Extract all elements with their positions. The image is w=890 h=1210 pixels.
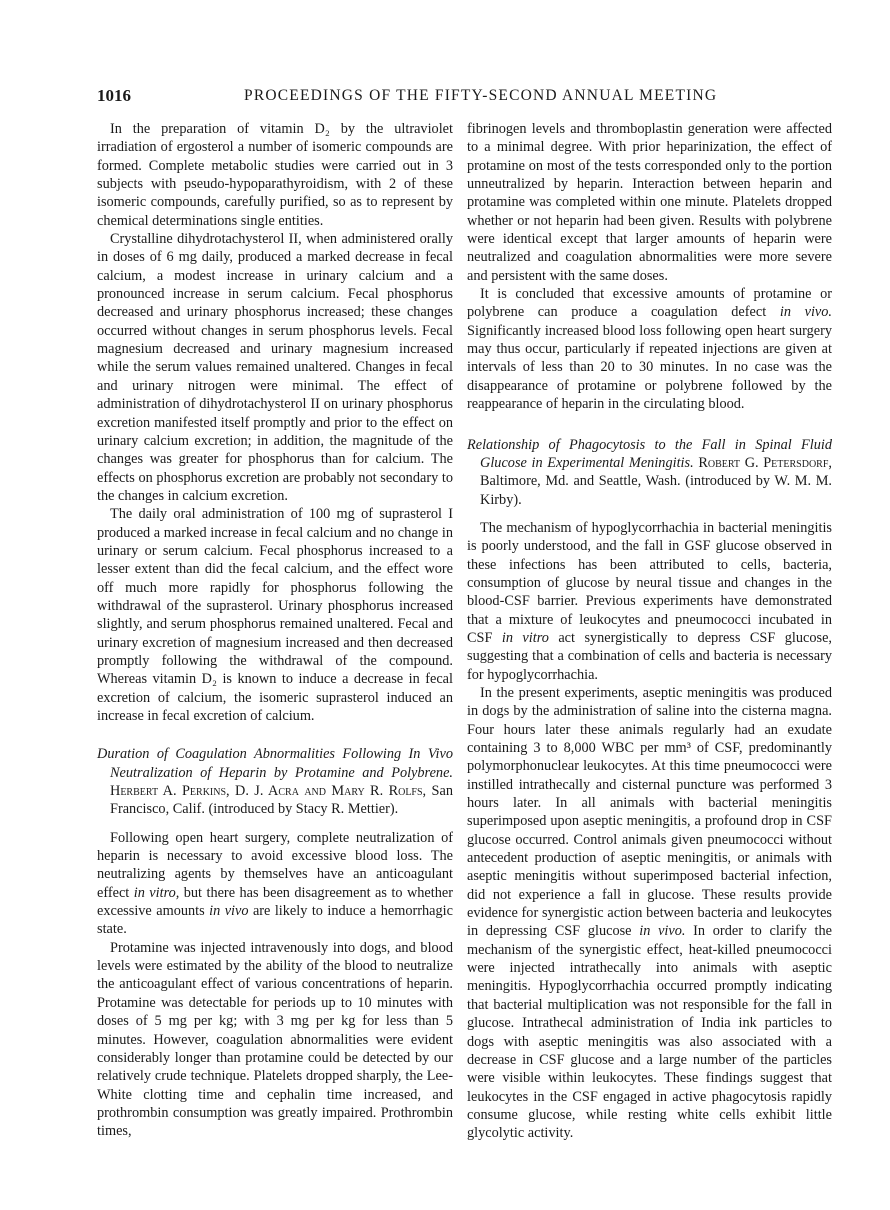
text: Following open heart surgery, complete neutralization of heparin is necessary to avoid excessive blood loss. The neutralizing agents by themselves have an anticoagulant effect xyxy=(97,829,453,901)
article-affiliation: Baltimore, Md. and Seattle, Wash. (introduced by W. M. M. Kirby). xyxy=(480,473,832,508)
paragraph xyxy=(467,285,832,413)
paragraph: Crystalline dihydrotachysterol II, when administered orally in doses of 6 mg daily, produced a marked decrease in fecal calcium, a modest increase in urinary calcium and a pronounced increase in serum calcium. Fecal phosphorus decreased and urinary phosphorus increased; these changes occurred without changes in serum phosphorus levels. Fecal magnesium decreased and urinary magnesium increased while the serum values remained unaltered. Changes in fecal and urinary nitrogen were minimal. The effect of administration of dihydrotachysterol II on urinary phosphorus excretion manifested itself promptly and prior to the effect on urinary calcium excretion; in addition, the magnitude of the changes was greater for phosphorus than for calcium. The effects on phosphorus excretion are probably not secondary to the changes in calcium excretion. xyxy=(97,231,453,504)
text: but there has been disagreement as to whether excessive amounts xyxy=(97,884,453,920)
article-authors: Herbert A. Perkins, D. J. Acra and Mary R. Rolfs, xyxy=(110,783,427,800)
text: are likely to induce a hemorrhagic state. xyxy=(97,903,453,938)
right-column xyxy=(467,120,832,1143)
text: Significantly increased blood loss following open heart surgery may thus occur, particularly if repeated injections are given at intervals of less than 20 to 30 minutes. In no case was the disappearance of protamine or polybrene followed by the reappearance of heparin in the circulating blood. xyxy=(467,322,832,413)
article-title: Duration of Coagulation Abnormalities Following In Vivo Neutralization of Heparin by Protamine and Polybrene. xyxy=(97,746,453,781)
italic-text: in vivo xyxy=(209,903,249,920)
article-affiliation: San Francisco, Calif. (introduced by Stacy R. Mettier). xyxy=(110,783,453,818)
article-title: Relationship of Phagocytosis to the Fall in Spinal Fluid Glucose in Experimental Meningitis. xyxy=(467,436,832,471)
italic-text: in vitro, xyxy=(133,884,180,901)
paragraph: The daily oral administration of 100 mg of suprasterol I produced a marked increase in fecal calcium and no change in urinary or serum calcium. Fecal phosphorus increased to a lesser extent than did the fecal calcium, and the effect wore off much more rapidly for phosphorus following the withdrawal of the suprasterol. Urinary phosphorus increased slightly, and serum phosphorus remained unaltered. Fecal and urinary excretion of magnesium increased and then decreased promptly following the withdrawal of the compound. Whereas vitamin D₂ is known to induce a decrease in fecal excretion of calcium, the isomeric suprasterol induced an increase in fecal excretion of calcium. xyxy=(97,506,453,724)
left-column xyxy=(97,120,453,1141)
text: The mechanism of hypoglycorrhachia in bacterial meningitis is poorly understood, and the fall in GSF glucose observed in these infections has been attributed to cells, bacteria, consumption of glucose by neural tissue and changes in the blood-CSF barrier. Previous experiments have demonstrated that a mixture of leukocytes and pneumococci incubated in CSF xyxy=(467,519,832,646)
paragraph xyxy=(467,519,832,684)
article-title-block xyxy=(97,745,453,818)
paragraph: Protamine was injected intravenously into dogs, and blood levels were estimated by the ability of the blood to neutralize the anticoagulant effect of various concentrations of heparin. Protamine was detectable for periods up to 10 minutes with doses of 5 mg per kg; with 3 mg per kg for less than 5 minutes. However, coagulation abnormalities were evident considerably longer than protamine could be detected by our relatively crude technique. Platelets dropped sharply, the Lee-White clotting time and cephalin time increased, and prothrombin consumption was greatly impaired. Prothrombin times, xyxy=(97,939,453,1140)
text: It is concluded that excessive amounts of protamine or polybrene can produce a coagulation defect xyxy=(467,286,832,321)
italic-text: in vivo. xyxy=(779,304,832,321)
paragraph xyxy=(97,829,453,939)
paragraph xyxy=(467,684,832,1143)
running-header xyxy=(97,86,832,106)
paragraph: In the preparation of vitamin D₂ by the ultraviolet irradiation of ergosterol a number of isomeric compounds are formed. Complete metabolic studies were carried out in 3 subjects with pseudo-hypoparathyroidism, with 2 of these isomeric compounds, carefully purified, so as to represent by chemical determinations single entities. xyxy=(97,121,453,229)
running-head: PROCEEDINGS OF THE FIFTY-SECOND ANNUAL MEETING xyxy=(244,87,718,104)
italic-text: in vivo. xyxy=(639,923,686,940)
italic-text: in vitro xyxy=(501,629,549,646)
article-authors: Robert G. Petersdorf, xyxy=(698,454,832,471)
text: In order to clarify the mechanism of the synergistic effect, heat-killed pneumococci were injected intrathecally into animals with aseptic meningitis. Hypoglycorrhachia occurred promptly indicating that bacterial multiplication was not responsible for the fall in glucose. Intrathecal administration of India ink particles to dogs with aseptic meningitis was also associated with a decrease in CSF glucose and a large number of the particles were visible within leukocytes. These findings suggest that leukocytes in the CSF engaged in active phagocytosis rapidly consume glucose, while resting white cells exhibit little glycolytic activity. xyxy=(467,923,832,1142)
article-title-block xyxy=(467,436,832,509)
text: In the present experiments, aseptic meningitis was produced in dogs by the administration of saline into the cisterna magna. Four hours later these animals regularly had an exudate containing 3 to 8,000 WBC per mm³ of CSF, predominantly polymorphonuclear leukocytes. At this time pneumococci were instilled intrathecally and cisternal puncture was performed 3 hours later. In all animals with bacterial meningitis superimposed upon aseptic meningitis, a profound drop in CSF glucose occurred. Control animals given pneumococci without antecedent production of aseptic meningitis, or animals with aseptic meningitis without superimposed bacterial infection, did not experience a fall in glucose. These results provide evidence for synergistic action between bacteria and leukocytes in depressing CSF glucose xyxy=(467,684,832,940)
page-number: 1016 xyxy=(97,86,131,105)
paragraph: fibrinogen levels and thromboplastin generation were affected to a minimal degree. With prior heparinization, the effect of protamine on most of the tests corresponded only to the portion unneutralized by heparin. Interaction between heparin and protamine was completed within one minute. Platelets dropped whether or not heparin had been given. Results with polybrene were identical except that larger amounts of heparin were neutralized and coagulation abnormalities were more severe and persistent with the same doses. xyxy=(467,121,832,284)
text: act synergistically to depress CSF glucose, suggesting that a combination of cells and bacteria is necessary for hypoglycorrhachia. xyxy=(467,629,832,683)
